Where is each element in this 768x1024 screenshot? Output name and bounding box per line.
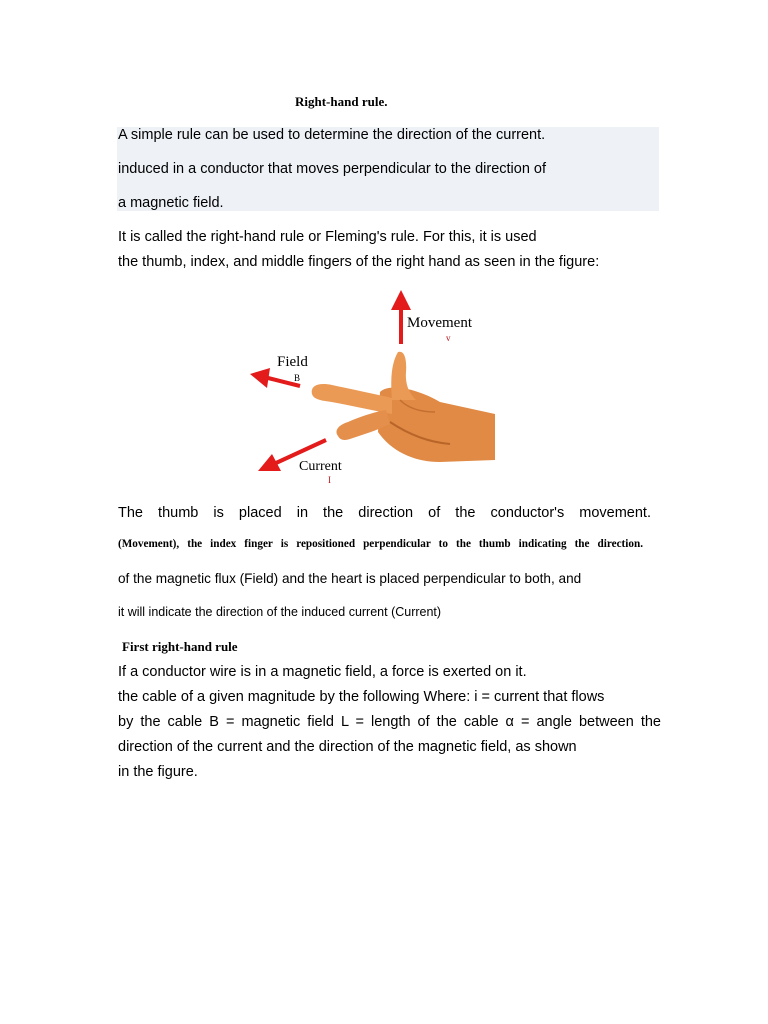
field-label: Field [277,354,308,370]
intro-line-3: a magnetic field. [118,195,224,211]
force-paragraph-line-2: the cable of a given magnitude by the following Where: i = current that flows [118,689,605,705]
paragraph2-line-2: the thumb, index, and middle fingers of the right hand as seen in the figure: [118,254,600,270]
explanation-induced-line: it will indicate the direction of the induced current (Current) [118,605,442,619]
movement-symbol: v [446,333,451,343]
field-arrow [250,368,300,388]
current-label: Current [299,459,342,474]
force-paragraph-line-4: direction of the current and the direction of the magnetic field, as shown [118,739,577,755]
section-subtitle: First right-hand rule [122,639,238,654]
force-paragraph-line-1: If a conductor wire is in a magnetic field, a force is exerted on it. [118,664,527,680]
intro-line-2: induced in a conductor that moves perpendicular to the direction of [118,161,547,177]
explanation-flux-line: of the magnetic flux (Field) and the heart is placed perpendicular to both, and [118,571,582,586]
explanation-thumb-line: The thumb is placed in the direction of the conductor's movement. [118,505,651,521]
current-symbol: I [328,475,331,485]
paragraph2-line-1: It is called the right-hand rule or Fleming's rule. For this, it is used [118,229,537,245]
right-hand-rule-figure [240,282,535,492]
force-paragraph-line-3: by the cable B = magnetic field L = length of the cable α = angle between the [118,714,661,730]
force-paragraph-line-5: in the figure. [118,764,198,780]
movement-label: Movement [407,315,472,331]
field-symbol: B [294,373,301,383]
page-title: Right-hand rule. [295,94,388,109]
intro-line-1: A simple rule can be used to determine the direction of the current. [118,127,546,143]
right-hand [312,352,495,462]
hand-illustration [240,282,535,492]
explanation-index-line: (Movement), the index finger is repositioned perpendicular to the thumb indicating the direction. [118,538,643,550]
